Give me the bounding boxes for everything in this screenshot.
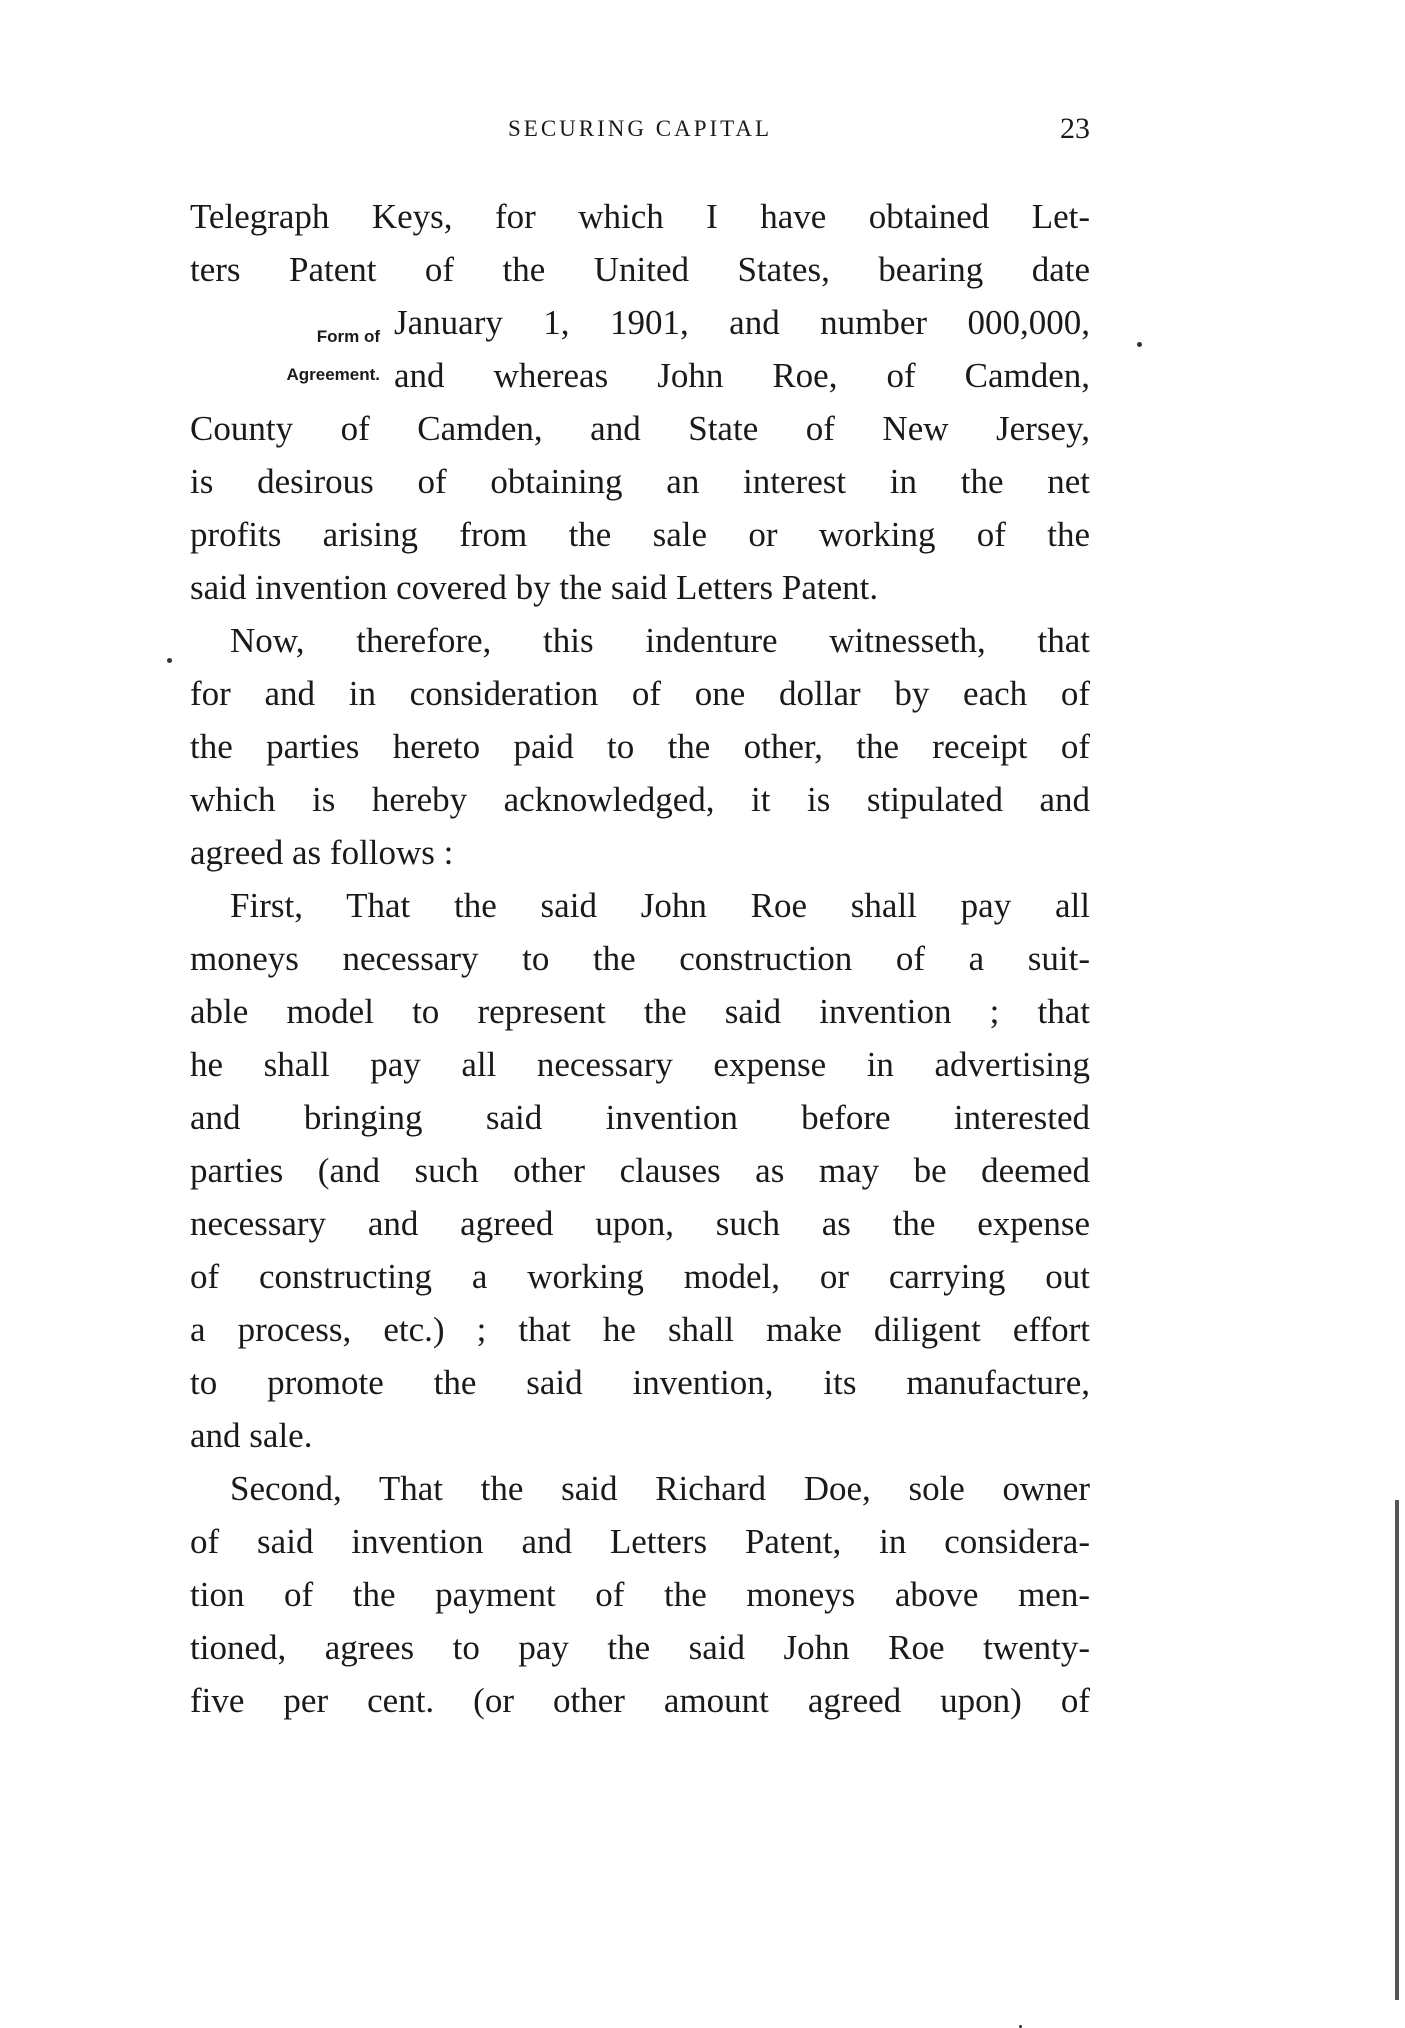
text-line: necessary and agreed upon, such as the expense [190, 1204, 1090, 1243]
text-line: First, That the said John Roe shall pay all [230, 886, 1090, 925]
text-line: tion of the payment of the moneys above men- [190, 1575, 1090, 1614]
running-head [190, 112, 1090, 152]
text-line: the parties hereto paid to the other, the receipt of [190, 727, 1090, 766]
text-line: ters Patent of the United States, bearing date [190, 250, 1090, 289]
ink-speck [167, 658, 172, 663]
text-line: he shall pay all necessary expense in advertising [190, 1045, 1090, 1084]
text-line: parties (and such other clauses as may be deemed [190, 1151, 1090, 1190]
text-line: agreed as follows : [190, 833, 454, 872]
text-line: and whereas John Roe, of Camden, [394, 356, 1090, 395]
text-line: five per cent. (or other amount agreed upon) of [190, 1681, 1090, 1720]
margin-note-line: Form of [316, 327, 380, 346]
running-title: SECURING CAPITAL [507, 116, 773, 141]
margin-note-line: Agreement. [286, 365, 380, 384]
text-line: a process, etc.) ; that he shall make diligent effort [190, 1310, 1090, 1349]
text-line: able model to represent the said invention ; that [190, 992, 1090, 1031]
text-line: Now, therefore, this indenture witnesseth, that [230, 621, 1090, 660]
ink-speck [1137, 342, 1142, 347]
text-line: County of Camden, and State of New Jersey, [190, 409, 1090, 448]
page-edge-shadow [1395, 1500, 1399, 2000]
text-line: to promote the said invention, its manufacture, [190, 1363, 1090, 1402]
text-line: and sale. [190, 1416, 313, 1455]
body-text [190, 190, 1090, 1727]
text-line: for and in consideration of one dollar by each of [190, 674, 1090, 713]
text-line: of said invention and Letters Patent, in considera- [190, 1522, 1090, 1561]
text-line: Second, That the said Richard Doe, sole owner [230, 1469, 1090, 1508]
text-line: and bringing said invention before interested [190, 1098, 1090, 1137]
text-line: tioned, agrees to pay the said John Roe twenty- [190, 1628, 1090, 1667]
text-line: is desirous of obtaining an interest in the net [190, 462, 1090, 501]
page-number: 23 [1060, 112, 1090, 145]
text-line: Telegraph Keys, for which I have obtained Let- [190, 197, 1090, 236]
text-line: which is hereby acknowledged, it is stipulated and [190, 780, 1090, 819]
text-line: said invention covered by the said Letters Patent. [190, 568, 879, 607]
text-line: moneys necessary to the construction of a suit- [190, 939, 1090, 978]
text-line: of constructing a working model, or carrying out [190, 1257, 1090, 1296]
text-line: profits arising from the sale or working of the [190, 515, 1090, 554]
text-line: January 1, 1901, and number 000,000, [394, 303, 1090, 342]
